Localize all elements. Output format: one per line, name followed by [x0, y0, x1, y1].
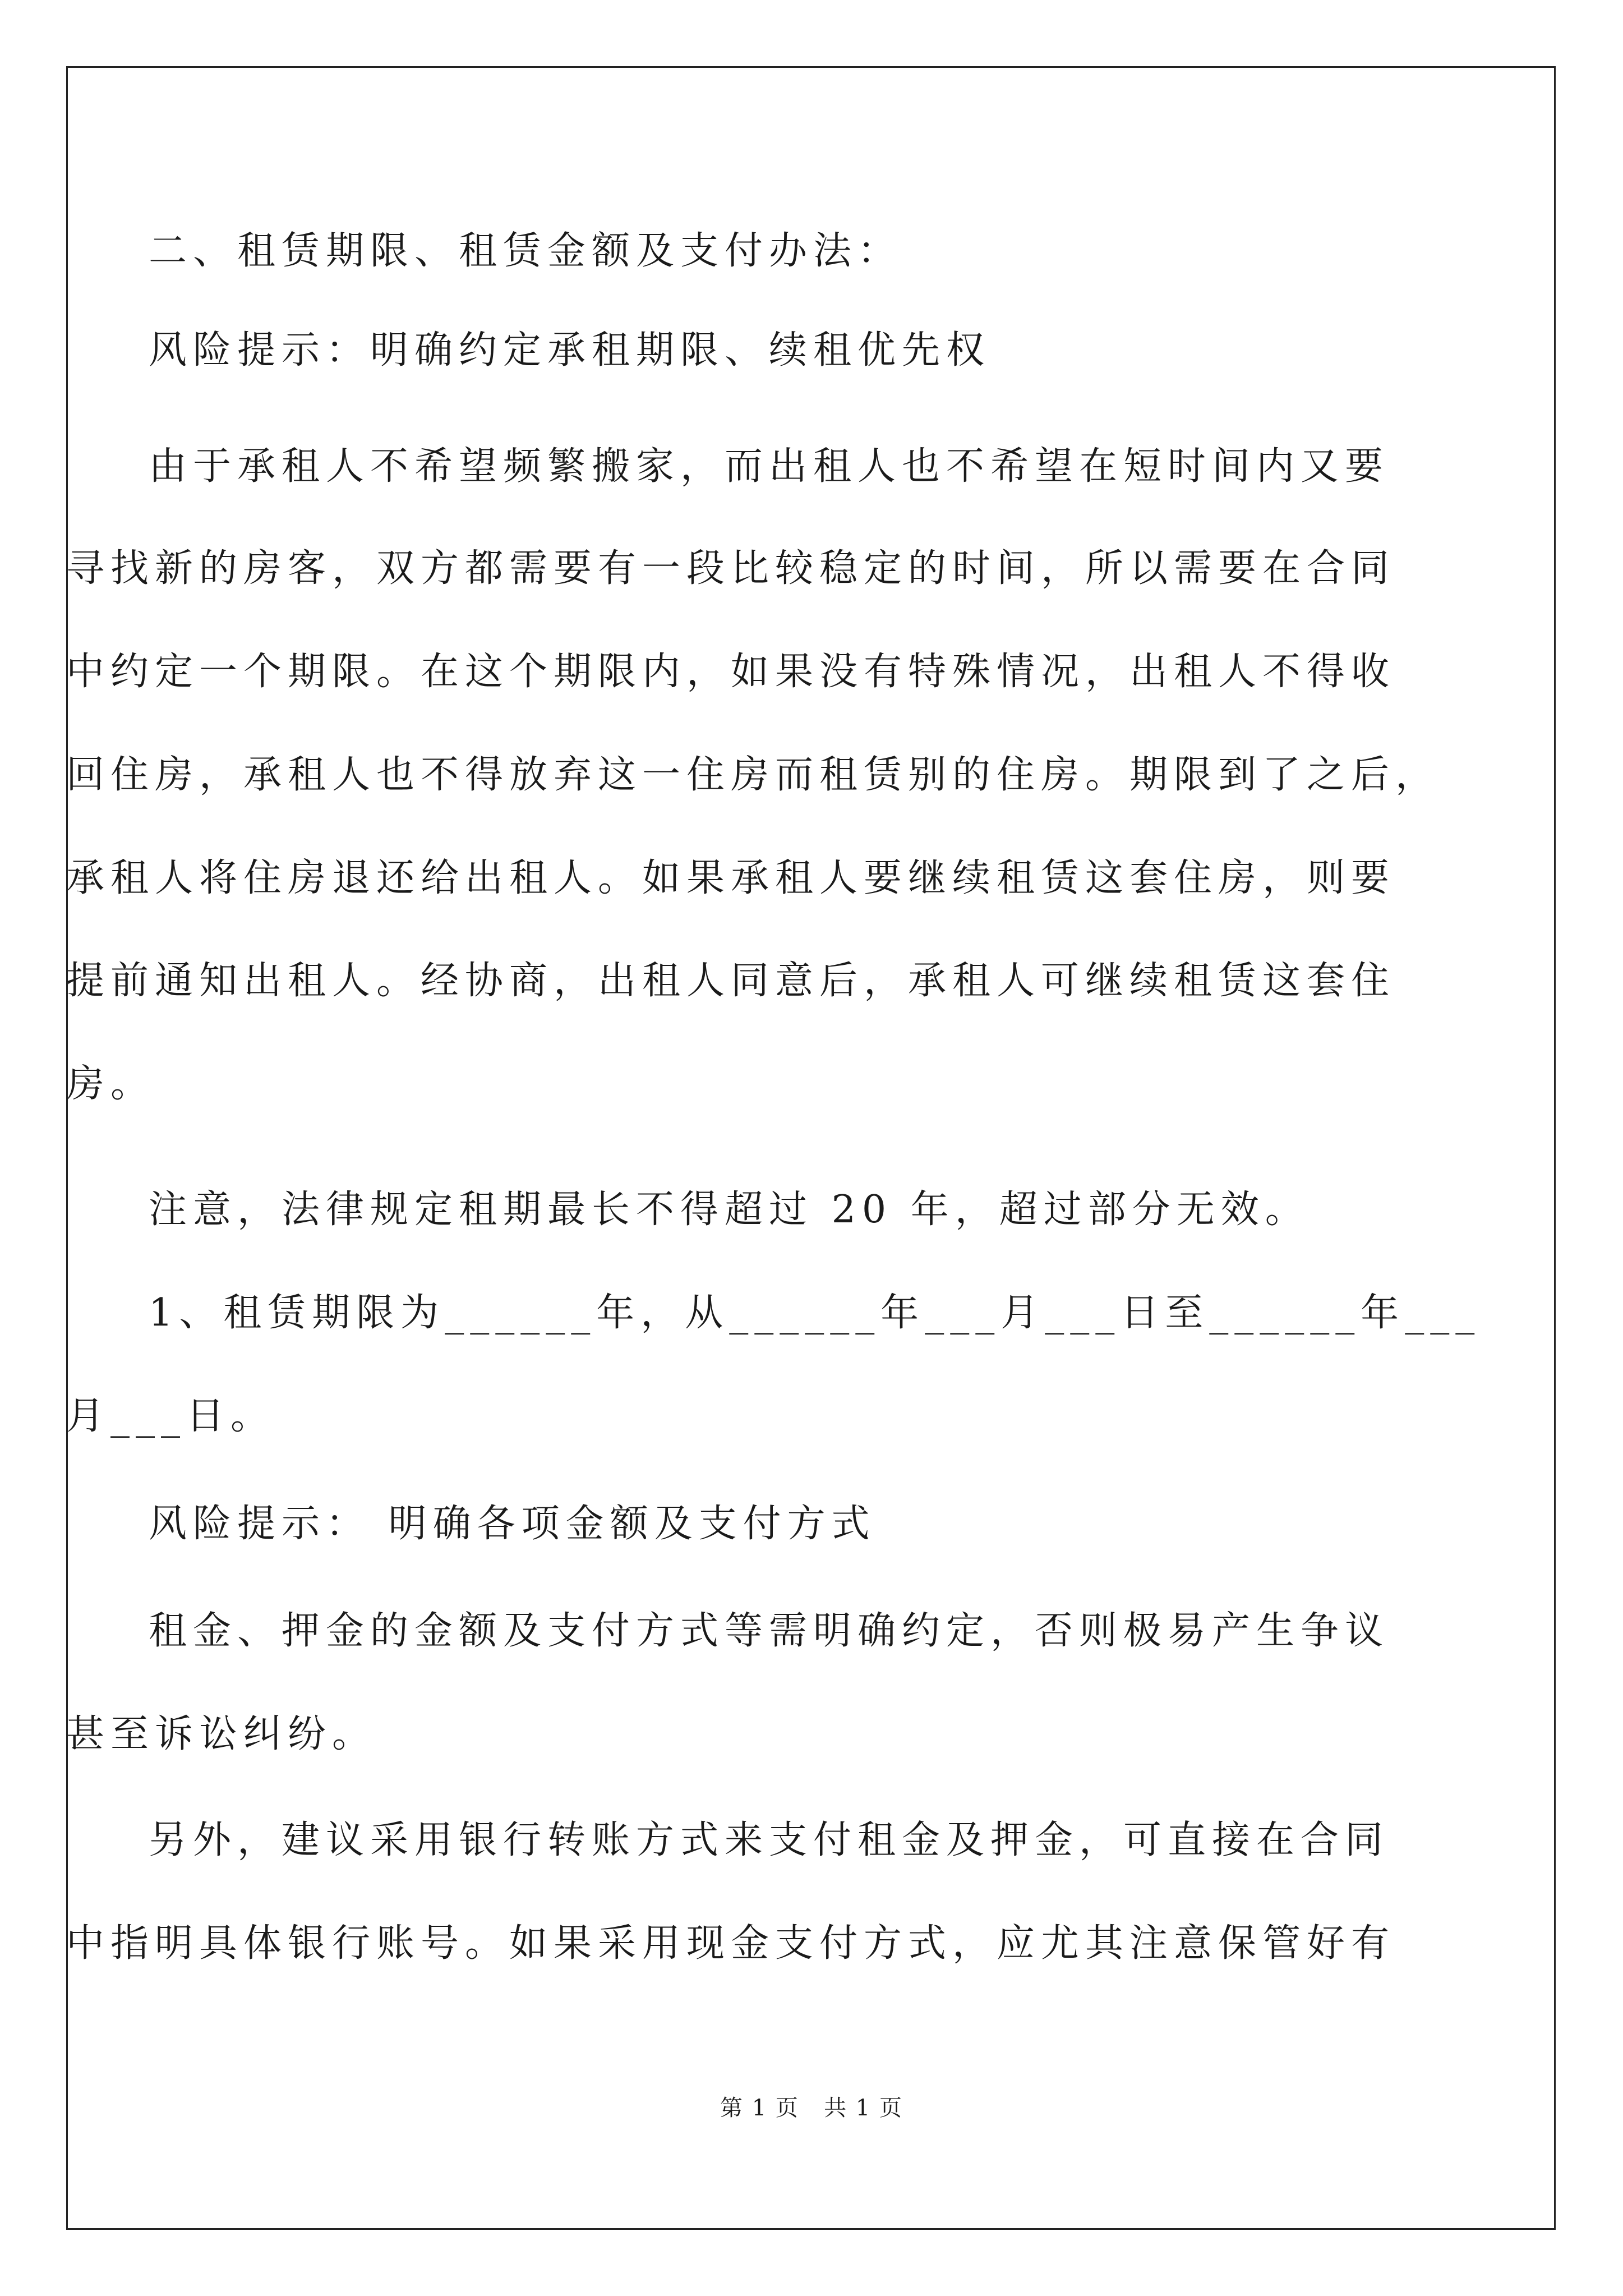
paragraph-line: 承租人将住房退还给出租人。如果承租人要继续租赁这套住房，则要	[66, 856, 1396, 900]
paragraph-line: 提前通知出租人。经协商，出租人同意后，承租人可继续租赁这套住	[66, 959, 1396, 1003]
paragraph-line: 另外，建议采用银行转账方式来支付租金及押金，可直接在合同	[149, 1818, 1390, 1862]
page-border	[66, 66, 1556, 2230]
page-number-footer: 第 1 页 共 1 页	[720, 2095, 903, 2121]
paragraph-line: 中指明具体银行账号。如果采用现金支付方式，应尤其注意保管好有	[66, 1921, 1396, 1966]
paragraph-line: 寻找新的房客，双方都需要有一段比较稳定的时间，所以需要在合同	[66, 546, 1396, 591]
paragraph-line: 房。	[66, 1062, 155, 1106]
paragraph-line: 回住房，承租人也不得放弃这一住房而租赁别的住房。期限到了之后，	[66, 753, 1440, 797]
notice-line: 注意，法律规定租期最长不得超过 20 年，超过部分无效。	[149, 1188, 1310, 1232]
risk-tip-line: 风险提示：明确约定承租期限、续租优先权	[149, 328, 991, 372]
risk-tip-line: 风险提示： 明确各项金额及支付方式	[149, 1502, 876, 1546]
paragraph-line: 由于承租人不希望频繁搬家，而出租人也不希望在短时间内又要	[149, 444, 1390, 489]
paragraph-line: 租金、押金的金额及支付方式等需明确约定，否则极易产生争议	[149, 1609, 1390, 1653]
term-clause-line: 月___日。	[66, 1394, 275, 1438]
section-heading: 二、租赁期限、租赁金额及支付办法：	[149, 229, 902, 273]
paragraph-line: 甚至诉讼纠纷。	[66, 1712, 377, 1756]
term-clause-line: 1、租赁期限为______年，从______年___月___日至______年___	[149, 1291, 1481, 1335]
paragraph-line: 中约定一个期限。在这个期限内，如果没有特殊情况，出租人不得收	[66, 650, 1396, 694]
